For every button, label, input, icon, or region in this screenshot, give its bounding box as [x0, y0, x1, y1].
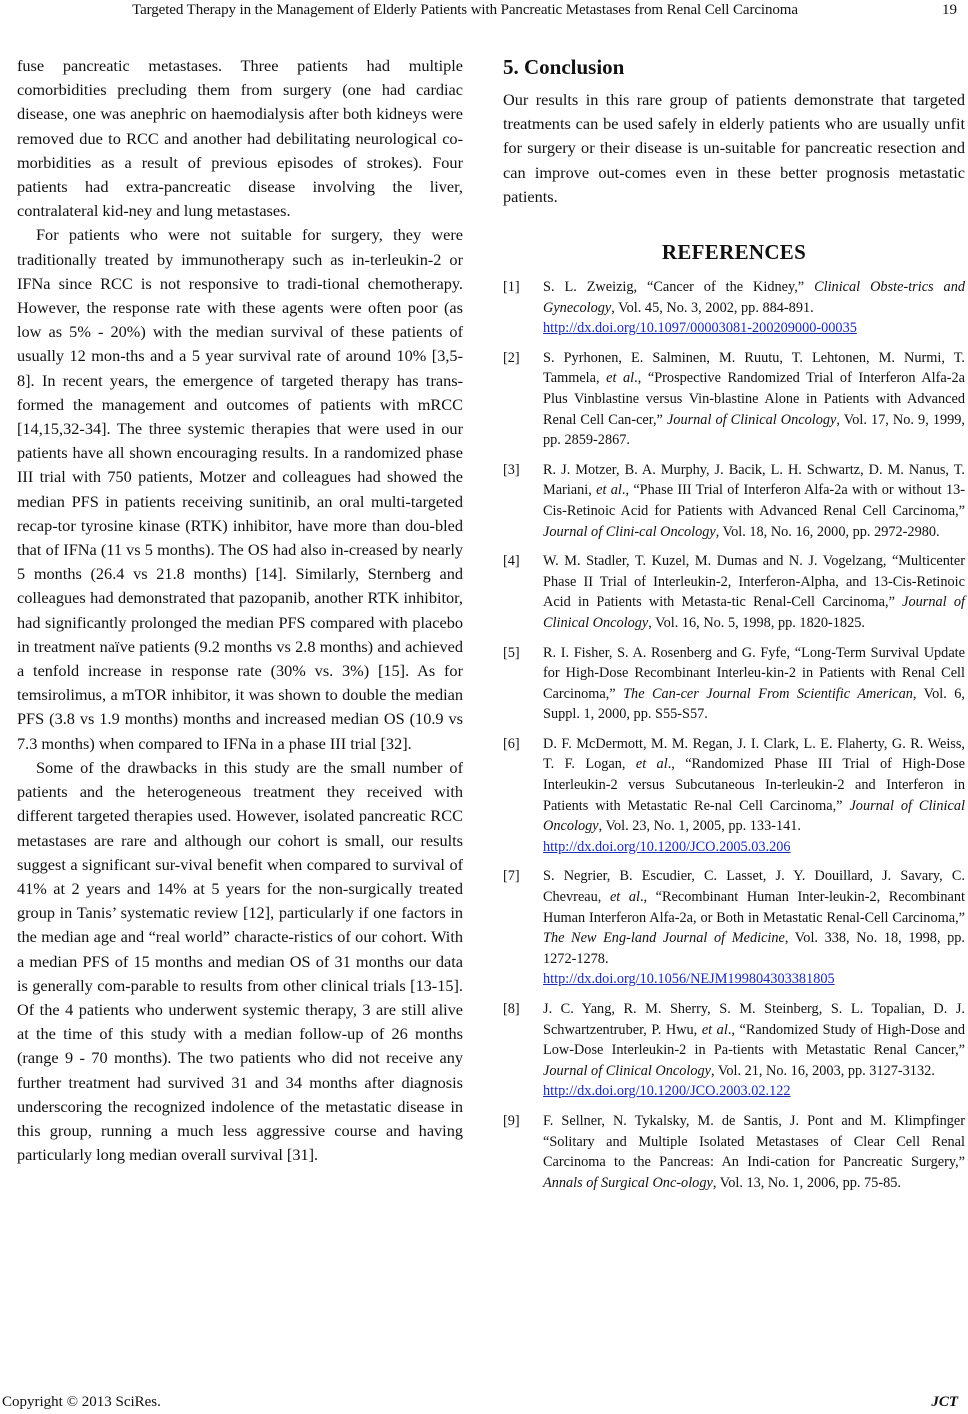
- reference-et-al: et al: [596, 482, 622, 499]
- reference-et-al: et al: [609, 889, 640, 906]
- copyright-notice: Copyright © 2013 SciRes.: [2, 1394, 161, 1410]
- body-paragraph: Some of the drawbacks in this study are the small number of patients and the heterogeneous treatment they received with different targeted therapies used. However, isolated pancreatic RCC metastases are rare and although our cohort is small, our results suggest a significant sur-vival benefit when compared to survival of 41% at 2 years and 14% at 5 years for the non-surgically treated group in Tanis’ systematic review [12], particularly if one factors in the median age and “real world” characte-ristics of our cohort. With a median PFS of 15 months and median OS of 31 months our data is generally com-parable to results from other clinical trials [13-15]. Of the 4 patients who underwent systemic therapy, 3 are still alive at the time of this study with a median follow-up of 26 months (range 9 - 70 months). The two patients who did not receive any further treatment had survived 31 and 34 months after diagnosis underscoring the recognized indolence of the metastatic disease in this group, running a much less aggressive course and having particularly long median overall survival [31].: [17, 757, 463, 1165]
- reference-title: ., “Recombinant Human Inter-leukin-2, Recombinant Human Interferon Alfa-2a, or Both in Metastatic Renal-Cell Carcinoma,”: [543, 889, 965, 926]
- reference-title: ., “Randomized Phase III Trial of High-Dose Interleukin-2 versus Subcutaneous In-terleukin-2 and Interferon in Patients with Metastatic Re-nal Cell Carcinoma,”: [543, 756, 966, 814]
- doi-link[interactable]: http://dx.doi.org/10.1056/NEJM199804303381805: [543, 971, 835, 988]
- reference-details: , Vol. 13, No. 1, 2006, pp. 75-85.: [712, 1174, 901, 1191]
- page-number: 19: [942, 2, 957, 18]
- reference-authors: J. C. Yang, R. M. Sherry, S. M. Steinberg, S. L. Topalian, D. J. Schwartzentruber, P. Hwu,: [543, 1001, 965, 1038]
- reference-authors: D. F. McDermott, M. M. Regan, J. I. Clark, L. E. Flaherty, G. R. Weiss, T. F. Logan,: [543, 735, 965, 773]
- reference-authors-title: W. M. Stadler, T. Kuzel, M. Dumas and N. J. Vogelzang, “Multicenter Phase II Trial of Interleukin-2, Interferon-Alpha, and 13-Cis-Retinoic Acid in Patients with Metasta-tic Renal-Cell Carcinoma,”: [543, 553, 965, 611]
- reference-item: [503, 551, 965, 633]
- reference-authors-title: F. Sellner, N. Tykalsky, M. de Santis, J. Pont and M. Klimpfinger “Solitary and Multiple Isolated Metastases of Clear Cell Renal Carcinoma to the Pancreas: An Indi-cation for Pancreatic Surgery,”: [543, 1112, 965, 1171]
- reference-journal: Clinical Obste-trics and Gynecology: [543, 279, 965, 316]
- reference-number: [6]: [503, 735, 520, 752]
- reference-journal: The Can-cer Journal From Scientific American: [623, 685, 913, 702]
- reference-item: [503, 643, 965, 725]
- doi-link[interactable]: http://dx.doi.org/10.1097/00003081-200209000-00035: [543, 320, 857, 337]
- reference-item: [503, 866, 965, 990]
- doi-link[interactable]: http://dx.doi.org/10.1200/JCO.2003.02.122: [543, 1083, 791, 1100]
- reference-journal: The New Eng-land Journal of Medicine: [543, 930, 785, 947]
- reference-number: [3]: [503, 461, 520, 478]
- reference-journal: Journal of Clinical Oncology: [543, 594, 965, 631]
- reference-number: [5]: [503, 644, 520, 661]
- reference-item: [503, 277, 965, 339]
- page-footer: [0, 1393, 968, 1413]
- body-paragraph: For patients who were not suitable for surgery, they were traditionally treated by immunotherapy such as in-terleukin-2 or IFNa since RCC is not responsive to tradi-tional chemotherapy. However, the response rate with these agents were often poor (as low as 5% - 20%) with the median survival of these patients of usually 12 mon-ths and a 5 year survival rate of around 10% [3,5-8]. In recent years, the emergence of targeted therapy has trans-formed the management and outcomes of patients with mRCC [14,15,32-34]. The three systemic therapies that were used in our patients have all shown encouraging results. In a randomized phase III trial with 750 patients, Motzer and colleagues had showed the median PFS in patients receiving sunitinib, an oral multi-targeted recap-tor tyrosine kinase (RTK) inhibitor, have more than dou-bled that of IFNa (11 vs 5 months). The OS had also in-creased by nearly 5 months (26.4 vs 21.8 months) [14]. Similarly, Sternberg and colleagues had demonstrated that pazopanib, another RTK inhibitor, had significantly prolonged the median PFS compared with placebo in treatment naïve patients (9.2 months vs 2.8 months) and achieved a tenfold increase in response rate (30% vs. 3%) [15]. As for temsirolimus, a mTOR inhibitor, it was shown to double the median PFS (3.8 vs 1.9 months) months and increased median OS (10.9 vs 7.3 months) when compared to IFNa in a phase III trial [32].: [17, 225, 463, 753]
- reference-item: [503, 999, 965, 1102]
- reference-details: , Vol. 21, No. 16, 2003, pp. 3127-3132.: [710, 1062, 935, 1079]
- reference-title: ., “Prospective Randomized Trial of Interferon Alfa-2a Plus Vinblastine versus Vin-blastine Alone in Patients with Advanced Renal Cell Can-cer,”: [543, 370, 966, 428]
- reference-journal: Journal of Clinical Oncology: [666, 411, 837, 428]
- reference-journal: Journal of Clinical Oncology: [543, 797, 965, 835]
- reference-authors: S. Negrier, B. Escudier, C. Lasset, J. Y. Douillard, J. Savary, C. Chevreau,: [543, 868, 965, 906]
- right-column: [503, 54, 965, 1202]
- running-header: [0, 0, 968, 22]
- reference-et-al: et al: [635, 756, 668, 773]
- reference-details: , Vol. 6, Suppl. 1, 2000, pp. S55-S57.: [543, 685, 965, 723]
- reference-authors: S. Pyrhonen, E. Salminen, M. Ruutu, T. Lehtonen, M. Nurmi, T. Tammela,: [543, 349, 965, 387]
- reference-title: ., “Phase III Trial of Interferon Alfa-2a with or without 13-Cis-Retinoic Acid for Patients with Advanced Renal Cell Carcinoma,”: [543, 482, 966, 519]
- reference-item: [503, 348, 965, 451]
- reference-details: , Vol. 23, No. 1, 2005, pp. 133-141.: [598, 818, 802, 835]
- references-heading: REFERENCES: [661, 240, 807, 265]
- reference-details: , Vol. 16, No. 5, 1998, pp. 1820-1825.: [648, 614, 865, 631]
- reference-number: [9]: [503, 1112, 520, 1129]
- reference-item: [503, 1111, 965, 1193]
- reference-et-al: et al: [701, 1021, 728, 1038]
- body-paragraph: fuse pancreatic metastases. Three patients had multiple comorbidities precluding them from surgery (one had cardiac disease, one was anephric on haemodialysis after both kidneys were removed due to RCC and another had debilitating neurological co-morbidities as a result of previous episodes of strokes). Four patients had extra-pancreatic disease involving the liver, contralateral kid-ney and lung metastases.: [17, 56, 463, 221]
- reference-number: [7]: [503, 868, 520, 885]
- journal-abbreviation: JCT: [931, 1394, 958, 1410]
- reference-details: , Vol. 45, No. 3, 2002, pp. 884-891.: [611, 299, 814, 316]
- reference-journal: Journal of Clini-cal Oncology: [543, 523, 716, 540]
- reference-journal: Annals of Surgical Onc-ology: [543, 1174, 713, 1191]
- running-title: Targeted Therapy in the Management of Elderly Patients with Pancreatic Metastases from Renal Cell Carcinoma: [132, 2, 798, 18]
- reference-number: [4]: [503, 553, 520, 570]
- reference-number: [1]: [503, 279, 520, 296]
- reference-authors-title: S. L. Zweizig, “Cancer of the Kidney,”: [543, 279, 815, 296]
- reference-journal: Journal of Clinical Oncology: [543, 1062, 711, 1079]
- reference-et-al: et al: [606, 370, 635, 387]
- reference-authors-title: R. I. Fisher, S. A. Rosenberg and G. Fyfe, “Long-Term Survival Update for High-Dose Recombinant Interleu-kin-2 in Patients with Renal Cell Carcinoma,”: [543, 644, 965, 702]
- doi-link[interactable]: http://dx.doi.org/10.1200/JCO.2005.03.206: [543, 838, 791, 855]
- left-column: [17, 54, 463, 1167]
- reference-authors: R. J. Motzer, B. A. Murphy, J. Bacik, L. H. Schwartz, D. M. Nanus, T. Mariani,: [543, 461, 965, 499]
- section-heading-conclusion: 5. Conclusion: [503, 55, 625, 79]
- reference-details: , Vol. 17, No. 9, 1999, pp. 2859-2867.: [543, 411, 965, 449]
- reference-item: [503, 460, 965, 542]
- reference-title: ., “Randomized Study of High-Dose and Low-Dose Interleukin-2 in Pa-tients with Metastatic Renal Cancer,”: [543, 1021, 965, 1059]
- reference-list: [503, 277, 965, 1193]
- reference-item: [503, 734, 965, 858]
- reference-number: [2]: [503, 349, 520, 366]
- reference-details: , Vol. 18, No. 16, 2000, pp. 2972-2980.: [715, 523, 940, 540]
- reference-details: , Vol. 338, No. 18, 1998, pp. 1272-1278.: [543, 930, 965, 967]
- conclusion-paragraph: Our results in this rare group of patients demonstrate that targeted treatments can be used safely in elderly patients who are usually unfit for surgery or their disease is un-suitable for pancreatic resection and can improve out-comes even in these better prognosis metastatic patients.: [503, 90, 965, 206]
- reference-number: [8]: [503, 1001, 520, 1018]
